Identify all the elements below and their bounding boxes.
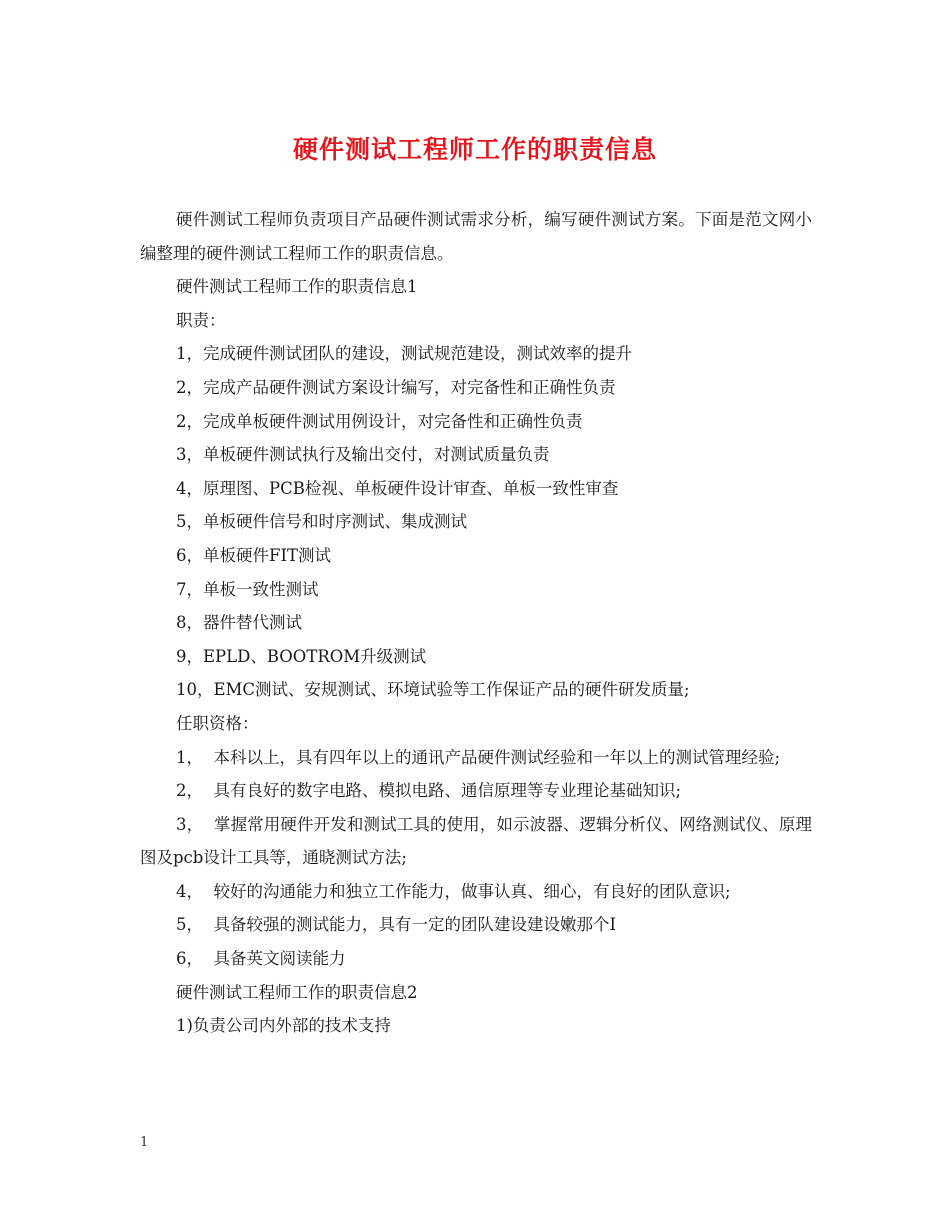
qualification-item: 4， 较好的沟通能力和独立工作能力，做事认真、细心，有良好的团队意识; — [176, 881, 731, 901]
qualifications-label: 任职资格： — [176, 713, 259, 733]
qualification-item: 2， 具有良好的数字电路、模拟电路、通信原理等专业理论基础知识; — [176, 781, 682, 801]
duty-item: 10，EMC测试、安规测试、环境试验等工作保证产品的硬件研发质量; — [176, 680, 690, 700]
page-title: 硬件测试工程师工作的职责信息 — [292, 135, 657, 164]
duties-label: 职责： — [176, 310, 226, 330]
duty-item: 9，EPLD、BOOTROM升级测试 — [176, 646, 427, 666]
duty-item: 1，完成硬件测试团队的建设，测试规范建设，测试效率的提升 — [176, 344, 632, 364]
document-body — [140, 203, 812, 1043]
duty-item: 5，单板硬件信号和时序测试、集成测试 — [176, 512, 467, 532]
qualification-item: 1， 本科以上，具有四年以上的通讯产品硬件测试经验和一年以上的测试管理经验; — [176, 747, 781, 767]
qualification-item: 5， 具备较强的测试能力，具有一定的团队建设建设嫩那个I — [176, 915, 617, 935]
page-number: 1 — [140, 1135, 149, 1150]
duty-item: 6，单板硬件FIT测试 — [176, 545, 331, 565]
duty-item: 1)负责公司内外部的技术支持 — [176, 1016, 391, 1036]
duty-item: 2，完成单板硬件测试用例设计，对完备性和正确性负责 — [176, 411, 583, 431]
section-heading-2: 硬件测试工程师工作的职责信息2 — [176, 982, 418, 1002]
qualification-item: 3， 掌握常用硬件开发和测试工具的使用，如示波器、逻辑分析仪、网络测试仪、原理图及pcb设计工具等，通晓测试方法; — [140, 814, 812, 868]
section-heading-1: 硬件测试工程师工作的职责信息1 — [176, 277, 418, 297]
duty-item: 4，原理图、PCB检视、单板硬件设计审查、单板一致性审查 — [176, 478, 619, 498]
intro-paragraph: 硬件测试工程师负责项目产品硬件测试需求分析，编写硬件测试方案。下面是范文网小编整理的硬件测试工程师工作的职责信息。 — [140, 210, 812, 263]
duty-item: 8，器件替代测试 — [176, 613, 302, 633]
duty-item: 2，完成产品硬件测试方案设计编写，对完备性和正确性负责 — [176, 377, 616, 397]
qualification-item: 6， 具备英文阅读能力 — [176, 949, 346, 969]
duty-item: 3，单板硬件测试执行及输出交付，对测试质量负责 — [176, 445, 550, 465]
duty-item: 7，单板一致性测试 — [176, 579, 319, 599]
